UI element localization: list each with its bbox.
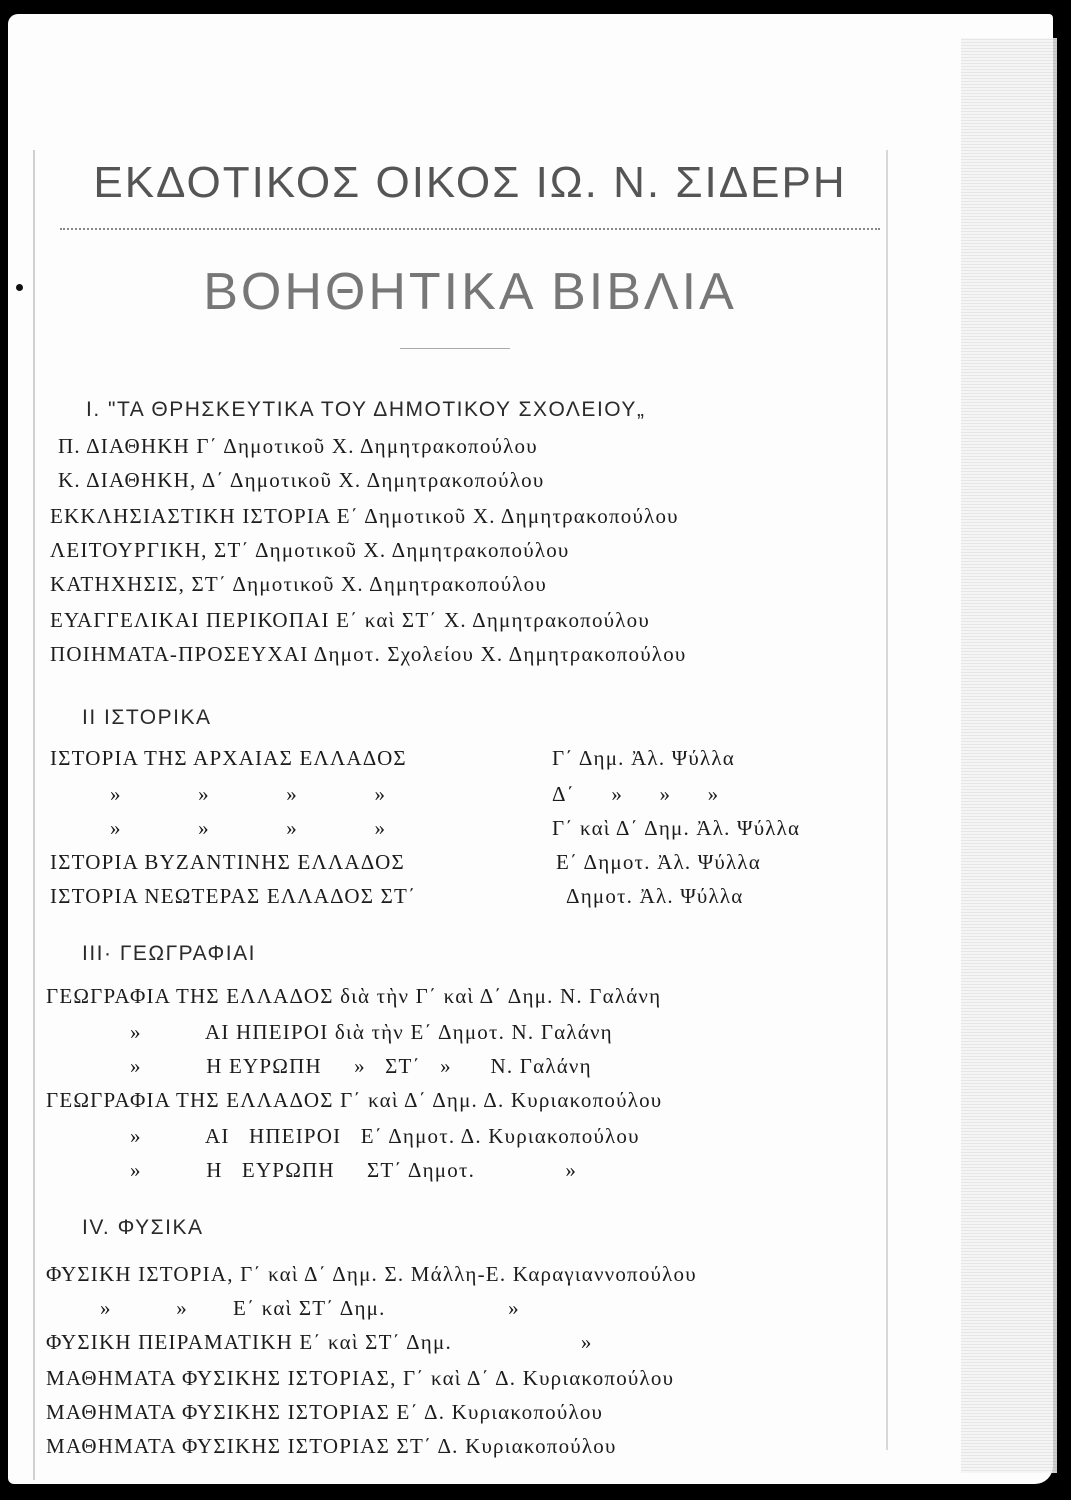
- list-item: ΛΕΙΤΟΥΡΓΙΚΗ, ΣΤ΄ Δημοτικοῦ Χ. Δημητρακοπούλου: [50, 538, 570, 562]
- history-detail: Δημοτ. Ἀλ. Ψύλλα: [566, 884, 744, 908]
- section-heading-religion: I. "ΤΑ ΘΡΗΣΚΕΥΤΙΚΑ ΤΟΥ ΔΗΜΟΤΙΚΟΥ ΣΧΟΛΕΙΟΥ„: [86, 398, 646, 421]
- history-title: ΙΣΤΟΡΙΑ ΝΕΩΤΕΡΑΣ ΕΛΛΑΔΟΣ ΣΤ΄: [50, 884, 417, 908]
- list-item: ΓΕΩΓΡΑΦΙΑ ΤΗΣ ΕΛΛΑΔΟΣ διὰ τὴν Γ΄ καὶ Δ΄ Δημ. Ν. Γαλάνη: [46, 984, 662, 1008]
- main-title: ΒΟΗΘΗΤΙΚΑ ΒΙΒΛΙΑ: [203, 263, 737, 321]
- publisher-heading: ΕΚΔΟΤΙΚΟΣ ΟΙΚΟΣ ΙΩ. Ν. ΣΙΔΕΡΗ: [93, 158, 847, 207]
- history-detail: Δ΄ » » »: [552, 782, 720, 806]
- section-heading-physics: IV. ΦΥΣΙΚΑ: [82, 1216, 204, 1239]
- section-heading-history: II ΙΣΤΟΡΙΚΑ: [82, 706, 212, 729]
- list-item: » Η ΕΥΡΩΠΗ ΣΤ΄ Δημοτ. »: [130, 1158, 578, 1182]
- list-item: ΓΕΩΓΡΑΦΙΑ ΤΗΣ ΕΛΛΑΔΟΣ Γ΄ καὶ Δ΄ Δημ. Δ. Κυριακοπούλου: [46, 1088, 663, 1112]
- list-item: ΚΑΤΗΧΗΣΙΣ, ΣΤ΄ Δημοτικοῦ Χ. Δημητρακοπούλου: [50, 572, 547, 596]
- history-detail: Ε΄ Δημοτ. Ἀλ. Ψύλλα: [556, 850, 762, 874]
- section-heading-geography: III· ΓΕΩΓΡΑΦΙΑΙ: [82, 942, 256, 965]
- history-title: ΙΣΤΟΡΙΑ ΤΗΣ ΑΡΧΑΙΑΣ ΕΛΛΑΔΟΣ: [50, 746, 407, 770]
- right-frame-line: [886, 150, 888, 1450]
- list-item: » ΑΙ ΗΠΕΙΡΟΙ διὰ τὴν Ε΄ Δημοτ. Ν. Γαλάνη: [130, 1020, 613, 1044]
- list-item: ΕΚΚΛΗΣΙΑΣΤΙΚΗ ΙΣΤΟΡΙΑ Ε΄ Δημοτικοῦ Χ. Δημητρακοπούλου: [50, 504, 679, 528]
- history-title: » » » »: [110, 816, 387, 840]
- list-item: » Η ΕΥΡΩΠΗ » ΣΤ΄ » Ν. Γαλάνη: [130, 1054, 592, 1078]
- history-detail: Γ΄ καὶ Δ΄ Δημ. Ἀλ. Ψύλλα: [552, 816, 801, 840]
- list-item: ΦΥΣΙΚΗ ΙΣΤΟΡΙΑ, Γ΄ καὶ Δ΄ Δημ. Σ. Μάλλη-Ε. Καραγιαννοπούλου: [46, 1262, 697, 1286]
- list-item: ΜΑΘΗΜΑΤΑ ΦΥΣΙΚΗΣ ΙΣΤΟΡΙΑΣ Ε΄ Δ. Κυριακοπούλου: [46, 1400, 604, 1424]
- left-frame-line: [33, 150, 35, 1480]
- list-item: » ΑΙ ΗΠΕΙΡΟΙ Ε΄ Δημοτ. Δ. Κυριακοπούλου: [130, 1124, 640, 1148]
- list-item: ΜΑΘΗΜΑΤΑ ΦΥΣΙΚΗΣ ΙΣΤΟΡΙΑΣ ΣΤ΄ Δ. Κυριακοπούλου: [46, 1434, 617, 1458]
- list-item: Π. ΔΙΑΘΗΚΗ Γ΄ Δημοτικοῦ Χ. Δημητρακοπούλου: [58, 434, 538, 458]
- history-title: ΙΣΤΟΡΙΑ ΒΥΖΑΝΤΙΝΗΣ ΕΛΛΑΔΟΣ: [50, 850, 405, 874]
- dotted-divider: [60, 228, 880, 230]
- list-item: Κ. ΔΙΑΘΗΚΗ, Δ΄ Δημοτικοῦ Χ. Δημητρακοπούλου: [58, 468, 545, 492]
- title-underline: [400, 348, 510, 349]
- history-title: » » » »: [110, 782, 387, 806]
- list-item: ΕΥΑΓΓΕΛΙΚΑΙ ΠΕΡΙΚΟΠΑΙ Ε΄ καὶ ΣΤ΄ Χ. Δημητρακοπούλου: [50, 608, 650, 632]
- cloth-binding-strip: [961, 38, 1057, 1473]
- history-detail: Γ΄ Δημ. Ἀλ. Ψύλλα: [552, 746, 735, 770]
- list-item: ΠΟΙΗΜΑΤΑ-ΠΡΟΣΕΥΧΑΙ Δημοτ. Σχολείου Χ. Δημητρακοπούλου: [50, 642, 687, 666]
- list-item: ΜΑΘΗΜΑΤΑ ΦΥΣΙΚΗΣ ΙΣΤΟΡΙΑΣ, Γ΄ καὶ Δ΄ Δ. Κυριακοπούλου: [46, 1366, 675, 1390]
- list-item: ΦΥΣΙΚΗ ΠΕΙΡΑΜΑΤΙΚΗ Ε΄ καὶ ΣΤ΄ Δημ. »: [46, 1330, 593, 1354]
- list-item: » » Ε΄ καὶ ΣΤ΄ Δημ. »: [100, 1296, 520, 1320]
- ink-dot: [16, 284, 23, 291]
